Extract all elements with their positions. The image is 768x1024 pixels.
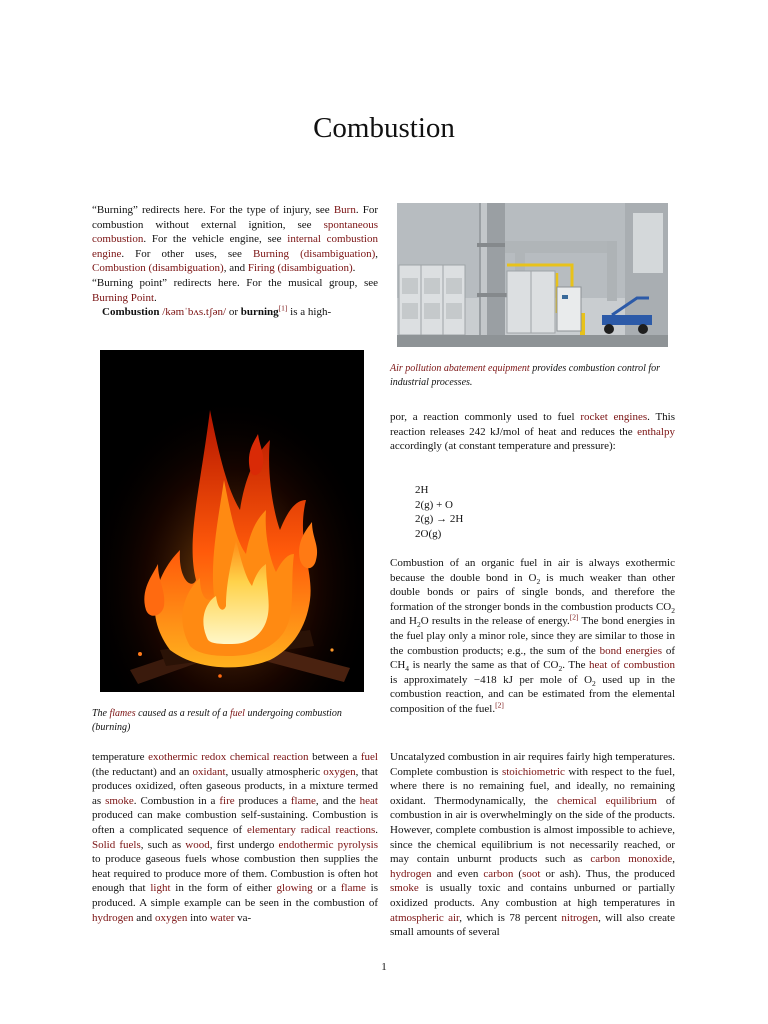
body-text: or a xyxy=(312,882,341,895)
body-text: used up in the combustion reaction, and can be estimated from the elemental composition of the fuel. xyxy=(390,673,675,715)
link-burning-disambiguation[interactable]: Burning (disambiguation) xyxy=(252,247,376,260)
body-text: in the form of either xyxy=(170,882,277,895)
term-burning: burning xyxy=(240,306,279,319)
subscript: 2 xyxy=(671,605,675,615)
body-text: por, a reaction commonly used to fuel xyxy=(390,411,581,423)
link-rocket-engines[interactable]: rocket engines xyxy=(580,411,648,423)
hatnote-burning xyxy=(92,203,378,276)
link-spontaneous-combustion[interactable]: spontaneous combustion xyxy=(92,218,378,246)
body-text: ( xyxy=(513,867,523,880)
link-fuel[interactable]: fuel xyxy=(360,751,378,763)
link-bond-energies[interactable]: bond energies xyxy=(599,644,662,657)
body-text: and H xyxy=(390,615,417,628)
caption-text: caused as a result of a xyxy=(135,708,230,719)
link-solid-fuels[interactable]: Solid fuels xyxy=(92,838,141,851)
air-pollution-caption xyxy=(390,362,675,389)
link-combustion-disambiguation[interactable]: Combustion (disambiguation) xyxy=(92,262,224,275)
link-water[interactable]: water xyxy=(209,911,235,924)
hatnote-text: . xyxy=(154,291,157,304)
link-atmospheric-air[interactable]: atmospheric air xyxy=(390,911,460,924)
link-light[interactable]: light xyxy=(150,882,171,895)
body-text: is approximately −418 kJ per mole of O xyxy=(390,673,593,686)
body-text: O results in the release of energy. xyxy=(420,615,570,628)
body-text: , first undergo xyxy=(209,838,279,851)
body-paragraph xyxy=(390,410,675,454)
link-glowing[interactable]: glowing xyxy=(276,882,313,895)
caption-text: undergoing combustion (burning) xyxy=(92,708,342,733)
hatnote-text: . For the vehicle engine, see xyxy=(143,233,288,246)
body-text: is produced. A simple example can be seen in the combustion of xyxy=(92,882,378,909)
body-text: , such as xyxy=(140,838,186,851)
subscript: 2 xyxy=(536,576,541,586)
caption-text: provides combustion control for industrial processes. xyxy=(390,363,661,388)
link-fire[interactable]: fire xyxy=(219,794,235,807)
reference-2[interactable]: [2] xyxy=(495,700,504,710)
air-pollution-equipment-photo xyxy=(397,203,668,347)
link-firing-disambiguation[interactable]: Firing (disambiguation) xyxy=(247,262,353,275)
link-smoke[interactable]: smoke xyxy=(390,882,419,895)
link-burning-point[interactable]: Burning Point xyxy=(92,291,155,304)
link-carbon-monoxide[interactable]: carbon monoxide xyxy=(590,853,673,866)
body-text: (the reductant) and an xyxy=(92,765,193,778)
subscript: 2 xyxy=(416,620,421,630)
fire-photo xyxy=(100,350,364,692)
page-title: Combustion xyxy=(313,112,455,144)
hatnote-text: . For combustion without external ignition, see xyxy=(92,204,379,231)
link-oxygen[interactable]: oxygen xyxy=(323,765,356,778)
hatnote-text: , xyxy=(375,247,378,260)
caption-text: The xyxy=(92,708,110,719)
link-heat-of-combustion[interactable]: heat of combustion xyxy=(589,659,675,672)
body-text: , which is 78 percent xyxy=(459,911,562,924)
link-chemical-equilibrium[interactable]: chemical equilibrium xyxy=(556,794,657,807)
body-text: accordingly (at constant temperature and pressure): xyxy=(390,440,616,453)
term-combustion: Combustion xyxy=(102,306,160,319)
link-exothermic-redox[interactable]: exothermic redox chemical reaction xyxy=(148,751,309,763)
body-text: and xyxy=(133,911,155,924)
left-column-body xyxy=(92,750,378,925)
body-text: between a xyxy=(308,751,361,763)
link-nitrogen[interactable]: nitrogen xyxy=(561,911,599,924)
body-text: va- xyxy=(234,911,252,924)
body-text: , that produces oxidized, often gaseous products, in a mixture termed as xyxy=(92,765,378,807)
link-oxidant[interactable]: oxidant xyxy=(192,765,226,778)
equation-line: 2(g) + O xyxy=(415,498,453,511)
left-column-top xyxy=(92,203,378,320)
pronunciation[interactable]: /kəmˈbʌs.tʃən/ xyxy=(159,306,227,319)
page-number: 1 xyxy=(381,961,387,973)
link-fuel[interactable]: fuel xyxy=(229,708,245,719)
body-text: Combustion of an organic fuel in air is always exothermic because the double bond in O xyxy=(390,557,675,584)
link-oxygen[interactable]: oxygen xyxy=(154,911,188,924)
equation-line: 2(g) → 2H xyxy=(415,513,464,526)
intro-line xyxy=(92,305,378,320)
reference-1[interactable]: [1] xyxy=(278,303,288,313)
fire-illustration xyxy=(100,350,364,692)
intro-text: is a high- xyxy=(287,306,332,319)
body-paragraph-left xyxy=(92,750,378,925)
body-text: , will also create small amounts of several xyxy=(390,911,675,939)
body-text: is much weaker than other double bonds or pairs of single bonds, and therefore the formation of the stronger bonds in the combustion products CO xyxy=(390,571,675,613)
body-text: to produce gaseous fuels whose combustion then supplies the heat required to produce more of them. Combustion is often hot enough that xyxy=(92,853,378,895)
link-hydrogen[interactable]: hydrogen xyxy=(92,911,134,924)
body-text: . Combustion in a xyxy=(133,794,220,807)
body-text: produced can make combustion self-sustaining. Combustion is often a complicated sequence of xyxy=(92,809,378,836)
body-text: , xyxy=(672,853,675,866)
body-text: . xyxy=(375,823,378,836)
subscript: 2 xyxy=(558,664,563,674)
body-text: temperature xyxy=(92,751,149,763)
hatnote-text: , and xyxy=(223,262,248,275)
body-text: The bond energies in the fuel play only a minor role, since they are similar to those in the combustion products; e.g., the sum of the xyxy=(390,615,675,657)
body-text: . The xyxy=(562,659,590,672)
body-text: and even xyxy=(431,867,484,880)
hatnote-text: . For other uses, see xyxy=(121,247,253,260)
body-text: produces a xyxy=(234,794,291,807)
link-enthalpy[interactable]: enthalpy xyxy=(637,425,675,438)
body-text: with respect to the fuel, where there is no remaining fuel, and ideally, no remaining oxidant. Thermodynamically, the xyxy=(390,765,675,807)
reaction-equation xyxy=(415,483,615,541)
intro-text: or xyxy=(226,306,241,319)
right-paragraph-1 xyxy=(390,410,675,454)
body-paragraph xyxy=(390,556,675,717)
reference-2[interactable]: [2] xyxy=(569,612,579,622)
body-text: of combustion in air is overwhelmingly on the side of the products. However, complete combustion is almost impossible to achieve, since the chemical equilibrium is not necessarily reached, or may contain unburnt products such as xyxy=(390,794,676,866)
link-elementary-radical-reactions[interactable]: elementary radical reactions xyxy=(247,823,376,836)
right-paragraph-3 xyxy=(390,750,675,940)
body-text: of CH xyxy=(390,644,676,672)
fire-caption xyxy=(92,707,378,734)
link-soot[interactable]: soot xyxy=(522,867,541,880)
hatnote-text: . xyxy=(352,262,356,275)
hatnote-text: “Burning” redirects here. For the type of injury, see xyxy=(92,204,334,216)
body-text: or ash). Thus, the produced xyxy=(540,867,675,880)
link-flames[interactable]: flames xyxy=(109,708,136,719)
link-burn[interactable]: Burn xyxy=(333,204,356,216)
equation-line: 2H xyxy=(415,484,429,496)
link-stoichiometric[interactable]: stoichiometric xyxy=(501,765,565,778)
link-wood[interactable]: wood xyxy=(185,838,210,851)
body-text: . This reaction releases 242 kJ/mol of heat and reduces the xyxy=(390,411,676,438)
link-air-pollution-abatement[interactable]: Air pollution abatement equipment xyxy=(390,363,530,374)
subscript: 4 xyxy=(405,664,410,674)
link-endothermic-pyrolysis[interactable]: endothermic pyrolysis xyxy=(278,838,378,851)
hatnote-text: “Burning point” redirects here. For the musical group, see xyxy=(92,276,378,289)
link-heat[interactable]: heat xyxy=(359,794,378,807)
link-smoke[interactable]: smoke xyxy=(105,794,134,807)
link-flame[interactable]: flame xyxy=(290,794,316,807)
link-carbon[interactable]: carbon xyxy=(483,867,514,880)
body-text: is usually toxic and contains unburned or partially oxidized products. Any combustion at high temperatures in xyxy=(390,882,675,909)
hatnote-burning-point xyxy=(92,276,378,305)
body-text: into xyxy=(187,911,210,924)
body-text: Uncatalyzed combustion in air requires fairly high temperatures. Complete combustion is xyxy=(390,751,675,778)
industrial-equipment-illustration xyxy=(397,203,668,347)
subscript: 2 xyxy=(592,678,596,688)
right-paragraph-2 xyxy=(390,556,675,717)
body-paragraph xyxy=(390,750,675,940)
equation-line: 2O(g) xyxy=(415,527,442,540)
link-flame[interactable]: flame xyxy=(340,882,366,895)
body-text: , and the xyxy=(315,794,360,807)
link-hydrogen[interactable]: hydrogen xyxy=(390,867,432,880)
body-text: , usually atmospheric xyxy=(225,765,324,778)
link-internal-combustion-engine[interactable]: internal combustion engine xyxy=(92,233,378,260)
body-text: is nearly the same as that of CO xyxy=(409,659,559,672)
